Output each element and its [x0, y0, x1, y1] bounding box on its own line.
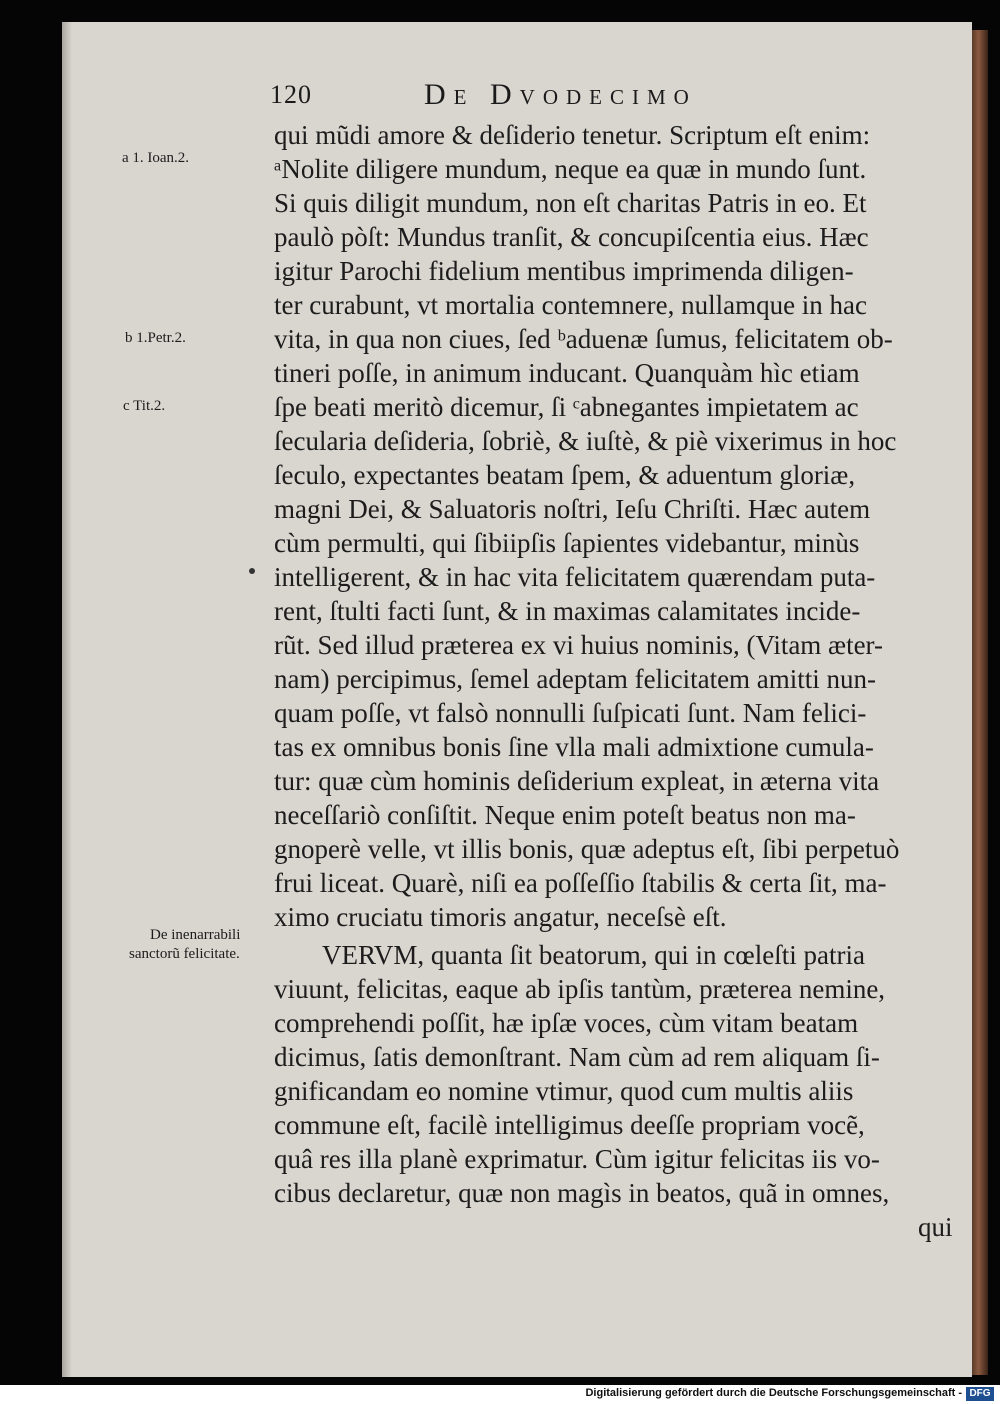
text-line: quam poſſe, vt falsò nonnulli ſuſpicati ſunt. Nam felici- — [274, 698, 867, 728]
text-line: Si quis diligit mundum, non eſt charitas Patris in eo. Et — [274, 188, 867, 218]
text-line: paulò pòſt: Mundus tranſit, & concupiſcentia eius. Hæc — [274, 222, 869, 252]
margin-note: a 1. Ioan.2. — [122, 150, 190, 166]
text-line: cibus declaretur, quæ non magìs in beatos, quã in omnes, — [274, 1178, 890, 1208]
text-line: comprehendi poſſit, hæ ipſæ voces, cùm vitam beatam — [274, 1008, 859, 1038]
text-line: quâ res illa planè exprimatur. Cùm igitur felicitas iis vo- — [274, 1144, 880, 1174]
text-line: ximo cruciatu timoris angatur, neceſsè eſt. — [274, 902, 727, 932]
text-line: qui mũdi amore & deſiderio tenetur. Scriptum eſt enim: — [274, 120, 871, 150]
text-line: vita, in qua non ciues, ſed ᵇaduenæ ſumus, felicitatem ob- — [274, 324, 893, 354]
text-line: viuunt, felicitas, eaque ab ipſis tantùm, præterea nemine, — [274, 974, 886, 1004]
text-line: commune eſt, facilè intelligimus deeſſe propriam vocẽ, — [274, 1110, 865, 1140]
text-line: ſecularia deſideria, ſobriè, & iuſtè, & piè vixerimus in hoc — [274, 426, 897, 456]
text-line: gnificandam eo nomine vtimur, quod cum multis aliis — [274, 1076, 854, 1106]
page-header — [270, 80, 810, 120]
margin-note: De inenarrabili — [150, 927, 241, 943]
text-line: VERVM, quanta ſit beatorum, qui in cœleſti patria — [322, 940, 865, 970]
text-line: ſeculo, expectantes beatam ſpem, & aduentum gloriæ, — [274, 460, 856, 490]
page-number: 120 — [270, 80, 312, 109]
margin-mark — [249, 568, 255, 574]
dfg-logo-icon: DFG — [966, 1387, 994, 1401]
running-title: De Dvodecimo — [424, 78, 697, 111]
text-line: neceſſariò conſiſtit. Neque enim poteſt beatus non ma- — [274, 800, 856, 830]
footer-bar — [0, 1385, 1000, 1404]
text-line: cùm permulti, qui ſibiipſis ſapientes videbantur, minùs — [274, 528, 860, 558]
text-line: tur: quæ cùm hominis deſiderium expleat, in æterna vita — [274, 766, 880, 796]
margin-note: b 1.Petr.2. — [125, 330, 186, 346]
funding-credit: Digitalisierung gefördert durch die Deutsche Forschungsgemeinschaft - — [585, 1387, 962, 1399]
margin-note: sanctorũ felicitate. — [129, 946, 240, 962]
text-line: dicimus, ſatis demonſtrant. Nam cùm ad rem aliquam ſi- — [274, 1042, 880, 1072]
text-line: tas ex omnibus bonis ſine vlla mali admixtione cumula- — [274, 732, 874, 762]
margin-note: c Tit.2. — [123, 398, 166, 414]
text-line: magni Dei, & Saluatoris noſtri, Ieſu Chriſti. Hæc autem — [274, 494, 871, 524]
text-line: gnoperè velle, vt illis bonis, quæ adeptus eſt, ſibi perpetuò — [274, 834, 900, 864]
text-line: ſpe beati meritò dicemur, ſi ᶜabnegantes impietatem ac — [274, 392, 859, 422]
text-line: rent, ſtulti facti ſunt, & in maximas calamitates incide- — [274, 596, 861, 626]
text-line: tineri poſſe, in animum inducant. Quanquàm hìc etiam — [274, 358, 860, 388]
text-line: intelligerent, & in hac vita felicitatem quærendam puta- — [274, 562, 876, 592]
text-line: ter curabunt, vt mortalia contemnere, nullamque in hac — [274, 290, 868, 320]
page-edge — [972, 30, 988, 1375]
text-line: igitur Parochi fidelium mentibus imprimenda diligen- — [274, 256, 854, 286]
catchword: qui — [918, 1212, 953, 1242]
page-gutter-shadow — [62, 22, 72, 1377]
text-line: ᵃNolite diligere mundum, neque ea quæ in mundo ſunt. — [274, 154, 867, 184]
text-line: frui liceat. Quarè, niſi ea poſſeſſio ſtabilis & certa ſit, ma- — [274, 868, 887, 898]
text-line: rũt. Sed illud præterea ex vi huius nominis, (Vitam æter- — [274, 630, 883, 660]
text-line: nam) percipimus, ſemel adeptam felicitatem amitti nun- — [274, 664, 877, 694]
